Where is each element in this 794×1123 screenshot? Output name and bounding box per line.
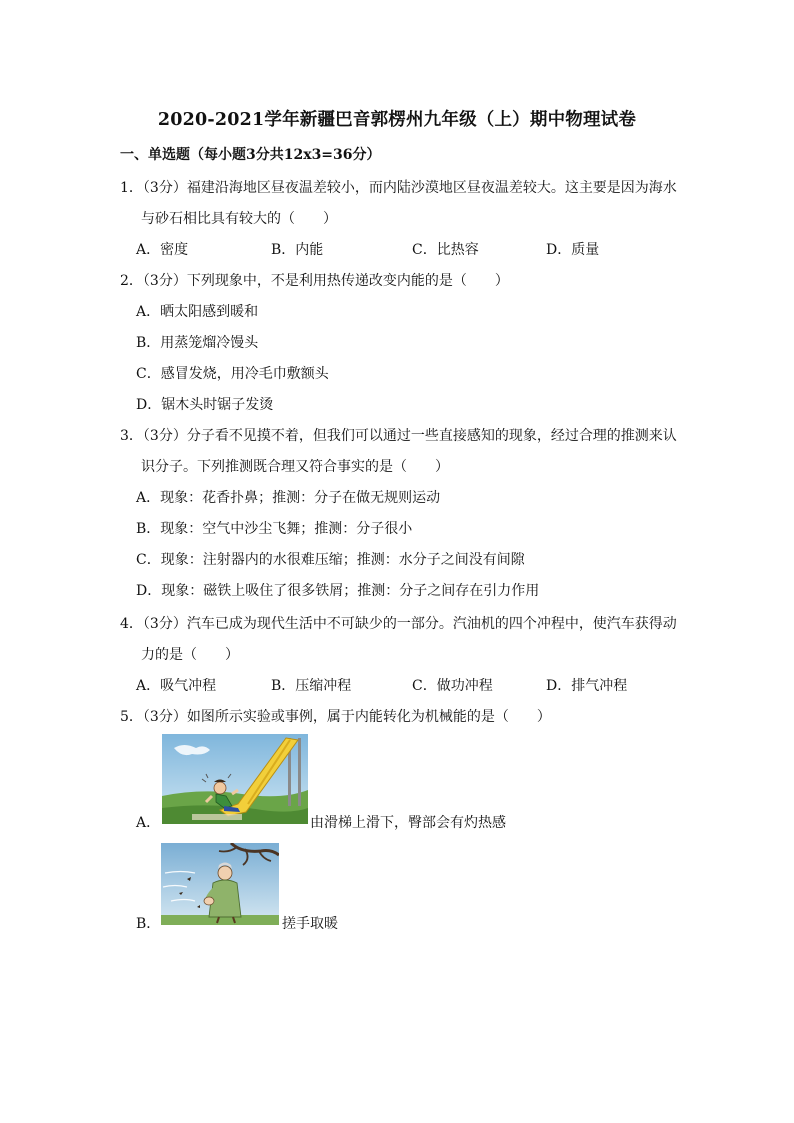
- question-3-option-d: D．现象：磁铁上吸住了很多铁屑；推测：分子之间存在引力作用: [136, 583, 540, 599]
- question-2-option-a: A．晒太阳感到暖和: [136, 304, 259, 320]
- question-3-option-b: B．现象：空气中沙尘飞舞；推测：分子很小: [136, 521, 413, 537]
- hand-rubbing-image: [161, 843, 279, 925]
- question-4-options: [136, 675, 656, 695]
- question-5-line-1: 5．（3分）如图所示实验或事例，属于内能转化为机械能的是（ ）: [120, 709, 551, 725]
- question-1-options: [136, 239, 656, 259]
- slide-image: [162, 734, 308, 824]
- question-3-option-a: A．现象：花香扑鼻；推测：分子在做无规则运动: [136, 490, 441, 506]
- question-1-option-c: C．比热容: [412, 242, 479, 258]
- question-1-option-d: D．质量: [546, 242, 600, 258]
- question-1-option-a: A．密度: [136, 242, 189, 258]
- section-heading: 一、单选题（每小题3分共12x3=36分）: [120, 147, 381, 163]
- question-2-option-c: C．感冒发烧，用冷毛巾敷额头: [136, 366, 329, 382]
- question-2-option-b: B．用蒸笼熘冷馒头: [136, 335, 259, 351]
- question-3-line-2: 识分子。下列推测既合理又符合事实的是（ ）: [141, 459, 449, 475]
- question-1-option-b: B．内能: [271, 242, 324, 258]
- question-4-option-d: D．排气冲程: [546, 678, 628, 694]
- question-2-line-1: 2．（3分）下列现象中，不是利用热传递改变内能的是（ ）: [120, 273, 509, 289]
- question-4-option-a: A．吸气冲程: [136, 678, 217, 694]
- slide-illustration: [162, 734, 308, 824]
- question-4-option-c: C．做功冲程: [412, 678, 493, 694]
- question-4-line-1: 4．（3分）汽车已成为现代生活中不可缺少的一部分。汽油机的四个冲程中，使汽车获得动: [120, 616, 677, 632]
- question-5-option-a-caption: 由滑梯上滑下，臀部会有灼热感: [310, 815, 506, 831]
- question-1-line-1: 1．（3分）福建沿海地区昼夜温差较小，而内陆沙漠地区昼夜温差较大。这主要是因为海水: [120, 180, 677, 196]
- question-1-line-2: 与砂石相比具有较大的（ ）: [141, 211, 337, 227]
- question-3-line-1: 3．（3分）分子看不见摸不着，但我们可以通过一些直接感知的现象，经过合理的推测来认: [120, 428, 677, 444]
- question-5-option-b-caption: 搓手取暖: [282, 916, 338, 932]
- hand-rubbing-illustration: [161, 843, 279, 925]
- question-3-option-c: C．现象：注射器内的水很难压缩；推测：水分子之间没有间隙: [136, 552, 525, 568]
- question-2-option-d: D．锯木头时锯子发烫: [136, 397, 274, 413]
- question-5-option-a-label: A．: [136, 815, 161, 831]
- question-4-option-b: B．压缩冲程: [271, 678, 352, 694]
- question-5-option-b-label: B．: [136, 916, 161, 932]
- page-title: 2020-2021学年新疆巴音郭楞州九年级（上）期中物理试卷: [157, 110, 637, 130]
- question-4-line-2: 力的是（ ）: [141, 647, 239, 663]
